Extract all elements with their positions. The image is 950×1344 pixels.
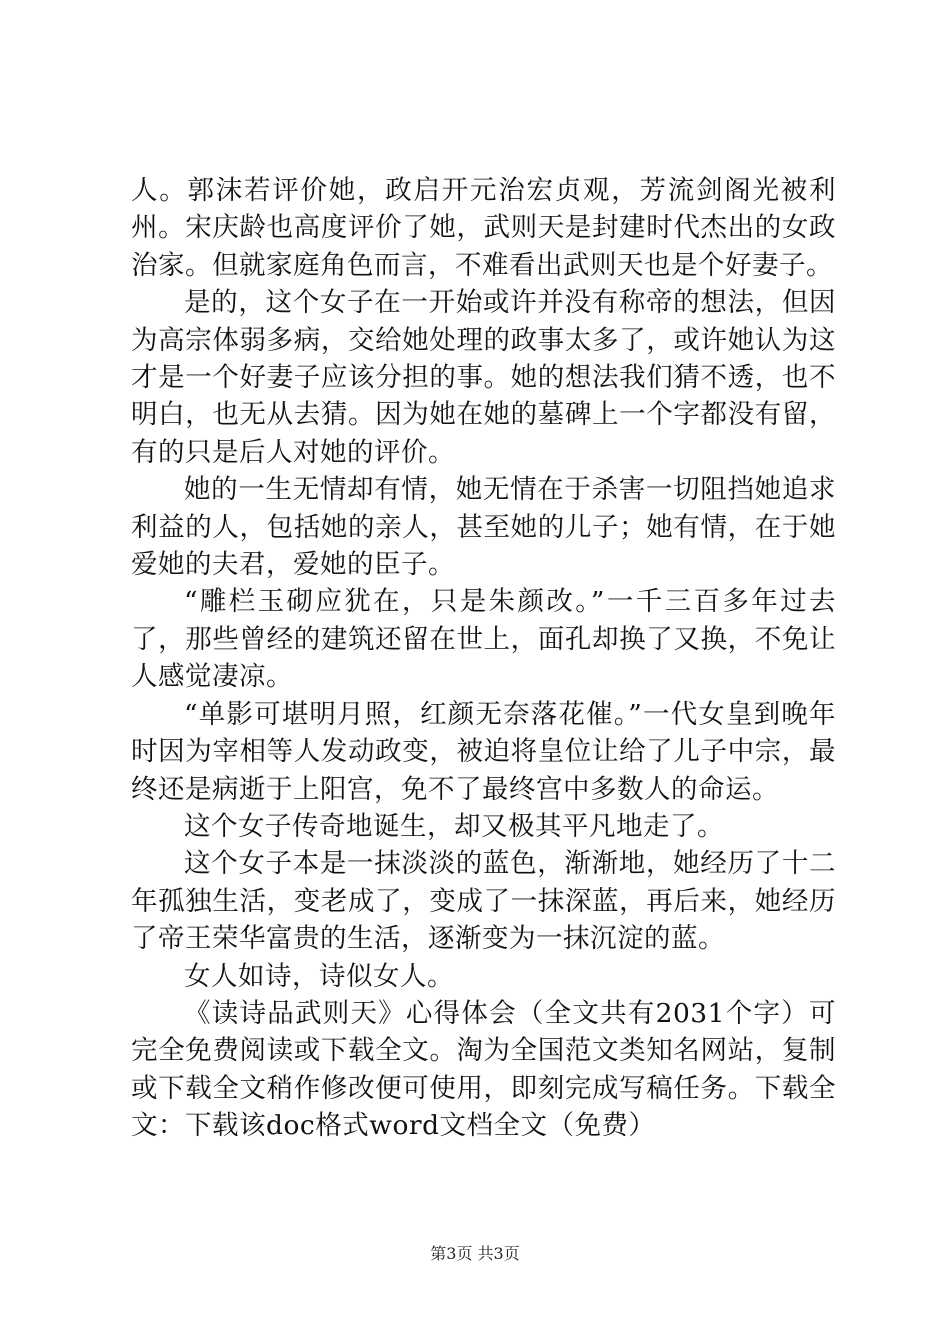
paragraph: “单影可堪明月照，红颜无奈落花催。”一代女皇到晚年时因为宰相等人发动政变，被迫将皇位让给了儿子中宗，最终还是病逝于上阳宫，免不了最终宫中多数人的命运。 [131, 698, 836, 805]
paragraph: 这个女子传奇地诞生，却又极其平凡地走了。 [184, 810, 724, 842]
paragraph: 这个女子本是一抹淡淡的蓝色，渐渐地，她经历了十二年孤独生活，变老成了，变成了一抹深蓝，再后来，她经历了帝王荣华富贵的生活，逐渐变为一抹沉淀的蓝。 [131, 848, 836, 955]
document-body [131, 172, 836, 1145]
page-footer: 第3页 共3页 [430, 1244, 520, 1263]
paragraph: 女人如诗，诗似女人。 [184, 960, 454, 992]
download-notice-paragraph: 《读诗品武则天》心得体会（全文共有2031个字）可完全免费阅读或下载全文。淘为全国范文类知名网站，复制或下载全文稍作修改便可使用，即刻完成写稿任务。下载全文：下载该doc格式word文档全文（免费） [131, 997, 836, 1142]
paragraph: “雕栏玉砌应犹在，只是朱颜改。”一千三百多年过去了，那些曾经的建筑还留在世上，面孔却换了又换，不免让人感觉凄凉。 [131, 586, 836, 693]
paragraph: 人。郭沫若评价她，政启开元治宏贞观，芳流剑阁光被利州。宋庆龄也高度评价了她，武则天是封建时代杰出的女政治家。但就家庭角色而言，不难看出武则天也是个好妻子。 [131, 175, 836, 281]
paragraph: 她的一生无情却有情，她无情在于杀害一切阻挡她追求利益的人，包括她的亲人，甚至她的儿子；她有情，在于她爱她的夫君，爱她的臣子。 [131, 474, 836, 581]
paragraph: 是的，这个女子在一开始或许并没有称帝的想法，但因为高宗体弱多病，交给她处理的政事太多了，或许她认为这才是一个好妻子应该分担的事。她的想法我们猜不透，也不明白，也无从去猜。因为她在她的墓碑上一个字都没有留，有的只是后人对她的评价。 [131, 287, 836, 468]
